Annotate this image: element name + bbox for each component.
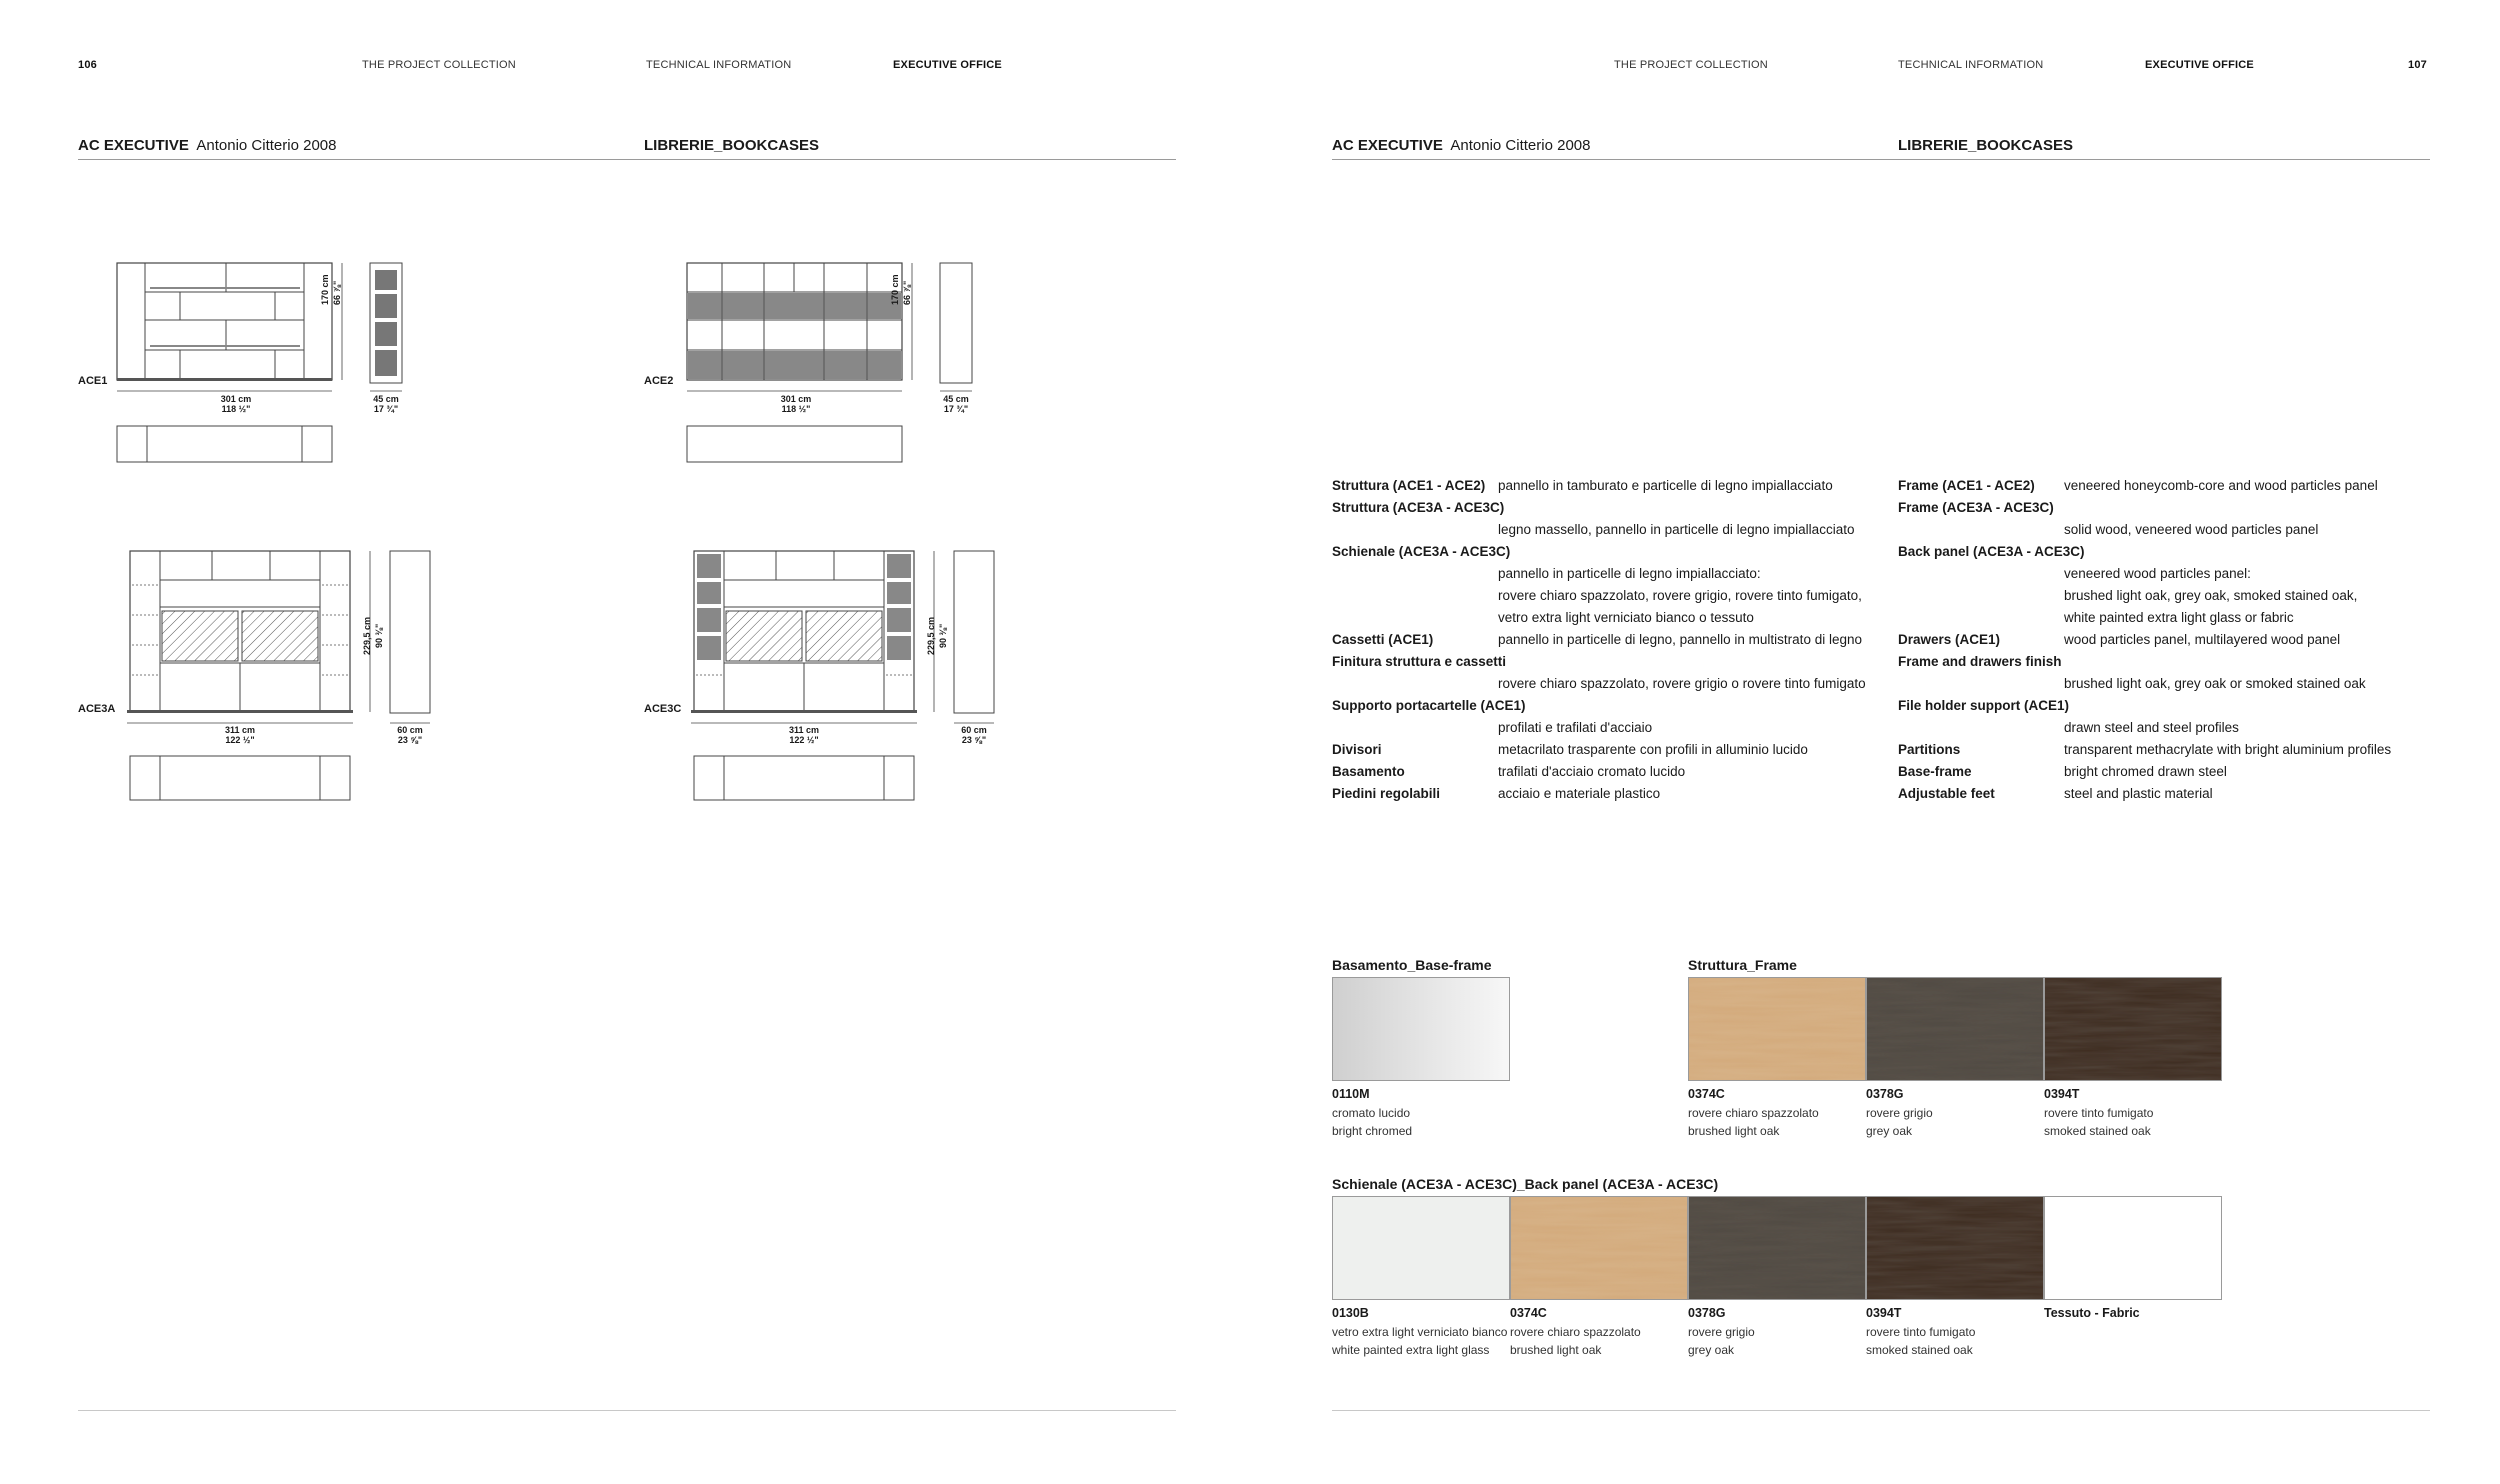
spec-row: [1898, 541, 2438, 563]
finish-swatch: [2044, 1196, 2222, 1300]
specs-english: [1898, 475, 2438, 805]
depth-cm: 60 cm: [961, 725, 987, 735]
spec-row: [1332, 717, 1892, 739]
swatch-code: 0130B: [1332, 1306, 1369, 1320]
spec-label: Struttura (ACE1 - ACE2): [1332, 478, 1486, 493]
width-in: 118 ½": [781, 404, 811, 414]
spec-value: brushed light oak, grey oak or smoked stained oak: [2064, 676, 2366, 691]
swatch-name-en: brushed light oak: [1510, 1343, 1602, 1357]
height-dimension-inch: [332, 281, 342, 305]
finish-swatch: [1866, 977, 2044, 1081]
finish-swatch: [1688, 1196, 1866, 1300]
swatch-name-en: smoked stained oak: [2044, 1124, 2151, 1138]
spec-row: [1332, 563, 1892, 585]
spec-value: acciaio e materiale plastico: [1498, 786, 1661, 801]
swatch-name-it: cromato lucido: [1332, 1106, 1411, 1120]
base-frame-title: Basamento_Base-frame: [1332, 957, 1492, 973]
spec-value: rovere chiaro spazzolato, rovere grigio o rovere tinto fumigato: [1498, 676, 1866, 691]
width-in: 122 ½": [225, 735, 255, 745]
model-code: ACE2: [644, 375, 674, 387]
header-section: TECHNICAL INFORMATION: [1898, 59, 2044, 71]
spec-label: Struttura (ACE3A - ACE3C): [1332, 500, 1505, 515]
width-in: 118 ½": [221, 404, 251, 414]
spec-label: Finitura struttura e cassetti: [1332, 654, 1507, 669]
swatch-name-en: brushed light oak: [1688, 1124, 1780, 1138]
spec-value: white painted extra light glass or fabric: [2064, 610, 2294, 625]
swatch-code: 0394T: [2044, 1087, 2080, 1101]
spec-value: pannello in tamburato e particelle di legno impiallacciato: [1498, 478, 1833, 493]
product-name: AC EXECUTIVE: [78, 137, 189, 154]
spec-row: [1898, 519, 2438, 541]
swatch-name-en: smoked stained oak: [1866, 1343, 1973, 1357]
spec-label: Supporto portacartelle (ACE1): [1332, 698, 1526, 713]
header-section: TECHNICAL INFORMATION: [646, 59, 792, 71]
depth-dimension: [390, 725, 430, 745]
header-category: EXECUTIVE OFFICE: [893, 59, 1002, 71]
page-number: 107: [2408, 59, 2427, 71]
spec-row: [1898, 629, 2438, 651]
spec-row: [1332, 761, 1892, 783]
depth-dimension: [936, 394, 976, 414]
product-title: [1332, 137, 1590, 154]
swatch-code: 0378G: [1688, 1306, 1726, 1320]
spec-value: profilati e trafilati d'acciaio: [1498, 720, 1653, 735]
product-type: LIBRERIE_BOOKCASES: [1898, 137, 2074, 154]
swatch-code: 0394T: [1866, 1306, 1902, 1320]
depth-in: 23 ⅝": [961, 735, 987, 745]
width-cm: 311 cm: [788, 725, 820, 735]
title-rule: [1332, 159, 2430, 160]
width-dimension: [754, 725, 854, 745]
spec-label: Back panel (ACE3A - ACE3C): [1898, 544, 2085, 559]
swatch-name-it: rovere tinto fumigato: [2044, 1106, 2154, 1120]
swatch-name-it: rovere grigio: [1688, 1325, 1755, 1339]
depth-in: 23 ⅝": [397, 735, 423, 745]
height-dimension: [926, 617, 936, 655]
swatch-code: 0378G: [1866, 1087, 1904, 1101]
height-in: 90 ⅜": [374, 623, 384, 648]
spec-row: [1898, 563, 2438, 585]
swatch-name-it: rovere grigio: [1866, 1106, 1933, 1120]
height-cm: 170 cm: [320, 274, 330, 305]
spec-row: [1898, 673, 2438, 695]
swatch-code: 0374C: [1688, 1087, 1725, 1101]
ace3a-drawing: [122, 545, 442, 805]
ace2-drawing: [680, 258, 990, 468]
model-code: ACE1: [78, 375, 108, 387]
height-dimension-inch: [938, 624, 948, 648]
spec-value: wood particles panel, multilayered wood panel: [2064, 632, 2341, 647]
width-in: 122 ½": [789, 735, 819, 745]
spec-value: bright chromed drawn steel: [2064, 764, 2227, 779]
spec-row: [1898, 717, 2438, 739]
header-collection: THE PROJECT COLLECTION: [362, 59, 516, 71]
spec-row: [1898, 585, 2438, 607]
width-cm: 301 cm: [780, 394, 812, 404]
spec-value: pannello in particelle di legno impiallacciato:: [1498, 566, 1761, 581]
spec-row: [1898, 783, 2438, 805]
depth-cm: 60 cm: [397, 725, 423, 735]
model-code: ACE3C: [644, 703, 682, 715]
spec-label: Cassetti (ACE1): [1332, 632, 1434, 647]
spec-value: metacrilato trasparente con profili in alluminio lucido: [1498, 742, 1808, 757]
spec-label: Basamento: [1332, 764, 1405, 779]
spec-row: [1898, 607, 2438, 629]
spec-label: Adjustable feet: [1898, 786, 1995, 801]
height-dimension: [320, 274, 330, 305]
spec-value: transparent methacrylate with bright aluminium profiles: [2064, 742, 2392, 757]
height-in: 66 ⅞": [332, 280, 342, 305]
height-dimension: [890, 274, 900, 305]
spec-label: Piedini regolabili: [1332, 786, 1441, 801]
finish-swatch: [1510, 1196, 1688, 1300]
spec-value: rovere chiaro spazzolato, rovere grigio, rovere tinto fumigato,: [1498, 588, 1862, 603]
spec-value: steel and plastic material: [2064, 786, 2213, 801]
finish-swatch: [2044, 977, 2222, 1081]
swatch-code: 0374C: [1510, 1306, 1547, 1320]
spec-label: Schienale (ACE3A - ACE3C): [1332, 544, 1511, 559]
finish-swatch: [1866, 1196, 2044, 1300]
specs-italian: [1332, 475, 1892, 805]
footer-rule: [1332, 1410, 2430, 1411]
spec-row: [1332, 585, 1892, 607]
spec-label: Frame and drawers finish: [1898, 654, 2062, 669]
swatch-code: Tessuto - Fabric: [2044, 1306, 2140, 1320]
swatch-name-it: rovere chiaro spazzolato: [1688, 1106, 1819, 1120]
spec-row: [1898, 761, 2438, 783]
designer-name: Antonio Citterio 2008: [1450, 137, 1591, 154]
depth-cm: 45 cm: [373, 394, 399, 404]
spec-value: drawn steel and steel profiles: [2064, 720, 2239, 735]
frame-title: Struttura_Frame: [1688, 957, 1797, 973]
spec-value: vetro extra light verniciato bianco o tessuto: [1498, 610, 1754, 625]
spec-row: [1332, 541, 1892, 563]
spec-label: Partitions: [1898, 742, 1961, 757]
spec-row: [1332, 629, 1892, 651]
header-collection: THE PROJECT COLLECTION: [1614, 59, 1768, 71]
swatch-name-it: vetro extra light verniciato bianco: [1332, 1325, 1508, 1339]
spec-row: [1332, 739, 1892, 761]
height-cm: 170 cm: [890, 274, 900, 305]
spec-row: [1332, 519, 1892, 541]
spec-row: [1332, 673, 1892, 695]
page-number: 106: [78, 59, 97, 71]
depth-dimension: [366, 394, 406, 414]
ace1-drawing: [110, 258, 420, 468]
depth-in: 17 ¾": [373, 404, 399, 414]
swatch-name-en: grey oak: [1866, 1124, 1913, 1138]
width-dimension: [190, 725, 290, 745]
spec-label: Base-frame: [1898, 764, 1972, 779]
spec-row: [1332, 497, 1892, 519]
ace3c-drawing: [686, 545, 1006, 805]
spec-row: [1898, 695, 2438, 717]
model-code: ACE3A: [78, 703, 116, 715]
swatch-name-it: rovere chiaro spazzolato: [1510, 1325, 1641, 1339]
designer-name: Antonio Citterio 2008: [196, 137, 337, 154]
depth-dimension: [954, 725, 994, 745]
finish-swatch: [1332, 977, 1510, 1081]
back-panel-title: Schienale (ACE3A - ACE3C)_Back panel (ACE3A - ACE3C): [1332, 1176, 1719, 1192]
swatch-name-it: rovere tinto fumigato: [1866, 1325, 1976, 1339]
width-dimension: [746, 394, 846, 414]
product-name: AC EXECUTIVE: [1332, 137, 1443, 154]
spec-label: Frame (ACE1 - ACE2): [1898, 478, 2035, 493]
spec-label: Divisori: [1332, 742, 1382, 757]
width-dimension: [186, 394, 286, 414]
spec-value: trafilati d'acciaio cromato lucido: [1498, 764, 1686, 779]
depth-in: 17 ¾": [943, 404, 969, 414]
height-in: 90 ⅜": [938, 623, 948, 648]
spec-row: [1898, 739, 2438, 761]
spec-label: Frame (ACE3A - ACE3C): [1898, 500, 2054, 515]
spec-value: solid wood, veneered wood particles panel: [2064, 522, 2319, 537]
height-dimension-inch: [902, 281, 912, 305]
width-cm: 301 cm: [220, 394, 252, 404]
spec-row: [1898, 651, 2438, 673]
spec-row: [1332, 607, 1892, 629]
spec-row: [1332, 475, 1892, 497]
spec-value: pannello in particelle di legno, pannello in multistrato di legno: [1498, 632, 1862, 647]
finish-swatch: [1332, 1196, 1510, 1300]
finish-swatch: [1688, 977, 1866, 1081]
depth-cm: 45 cm: [943, 394, 969, 404]
product-title: [78, 137, 336, 154]
footer-rule: [78, 1410, 1176, 1411]
spec-label: File holder support (ACE1): [1898, 698, 2070, 713]
spec-row: [1898, 475, 2438, 497]
spec-value: brushed light oak, grey oak, smoked stained oak,: [2064, 588, 2358, 603]
spec-value: veneered wood particles panel:: [2064, 566, 2251, 581]
height-cm: 229,5 cm: [362, 616, 372, 655]
spec-label: Drawers (ACE1): [1898, 632, 2001, 647]
height-in: 66 ⅞": [902, 280, 912, 305]
title-rule: [78, 159, 1176, 160]
spec-row: [1332, 651, 1892, 673]
product-type: LIBRERIE_BOOKCASES: [644, 137, 820, 154]
height-cm: 229,5 cm: [926, 616, 936, 655]
header-category: EXECUTIVE OFFICE: [2145, 59, 2254, 71]
spec-value: legno massello, pannello in particelle di legno impiallacciato: [1498, 522, 1855, 537]
swatch-name-en: grey oak: [1688, 1343, 1735, 1357]
height-dimension-inch: [374, 624, 384, 648]
height-dimension: [362, 617, 372, 655]
swatch-name-en: bright chromed: [1332, 1124, 1413, 1138]
spec-row: [1332, 695, 1892, 717]
width-cm: 311 cm: [224, 725, 256, 735]
swatch-name-en: white painted extra light glass: [1332, 1343, 1490, 1357]
spec-row: [1898, 497, 2438, 519]
spec-row: [1332, 783, 1892, 805]
spec-value: veneered honeycomb-core and wood particles panel: [2064, 478, 2378, 493]
swatch-code: 0110M: [1332, 1087, 1370, 1101]
